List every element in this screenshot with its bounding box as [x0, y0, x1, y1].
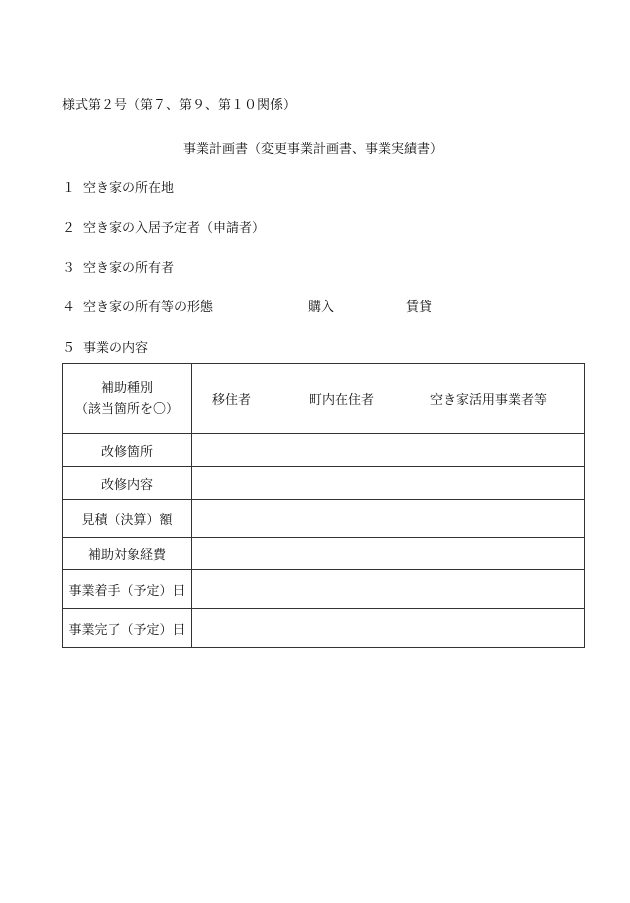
item-number: １ — [62, 181, 76, 196]
item-resident — [62, 221, 265, 237]
form-number: 様式第２号（第７、第９、第１０関係） — [62, 98, 297, 113]
item-label: 空き家の所有等の形態 — [83, 300, 214, 315]
type-migrant[interactable]: 移住者 — [212, 393, 252, 408]
subsidy-type-hint: （該当箇所を〇） — [74, 401, 179, 417]
row-label: 改修箇所 — [63, 434, 192, 467]
table-row — [63, 500, 585, 538]
subsidy-type-label: 補助種別 — [100, 380, 153, 396]
document-title: 事業計画書（変更事業計画書、事業実績書） — [183, 142, 444, 157]
item-label: 空き家の入居予定者（申請者） — [83, 221, 266, 236]
type-town-resident[interactable]: 町内在住者 — [309, 393, 375, 408]
table-row — [63, 434, 585, 467]
item-label: 空き家の所在地 — [83, 181, 175, 196]
item-label: 事業の内容 — [83, 341, 149, 356]
row-value-cell[interactable] — [192, 570, 585, 609]
row-label: 補助対象経費 — [63, 538, 192, 570]
item-ownership-form — [62, 300, 213, 316]
subsidy-type-label-cell — [63, 364, 192, 434]
item-business-content — [62, 341, 148, 357]
item-label: 空き家の所有者 — [83, 261, 175, 276]
item-number: ３ — [62, 261, 76, 276]
table-row — [63, 538, 585, 570]
row-label: 見積（決算）額 — [63, 500, 192, 538]
item-number: ４ — [62, 300, 76, 315]
option-purchase[interactable]: 購入 — [308, 300, 335, 315]
business-content-table — [62, 363, 585, 648]
table-row — [63, 609, 585, 648]
item-number: ５ — [62, 341, 76, 356]
table-header-row — [63, 364, 585, 434]
item-owner — [62, 261, 174, 277]
subsidy-type-options[interactable] — [192, 364, 585, 434]
table-row — [63, 570, 585, 609]
type-vacant-house-business[interactable]: 空き家活用事業者等 — [430, 393, 548, 408]
option-rental[interactable]: 賃貸 — [406, 300, 433, 315]
row-label: 事業完了（予定）日 — [63, 609, 192, 648]
item-location — [62, 181, 174, 197]
table-row — [63, 467, 585, 500]
row-value-cell[interactable] — [192, 609, 585, 648]
row-label: 改修内容 — [63, 467, 192, 500]
row-label: 事業着手（予定）日 — [63, 570, 192, 609]
row-value-cell[interactable] — [192, 500, 585, 538]
row-value-cell[interactable] — [192, 467, 585, 500]
row-value-cell[interactable] — [192, 434, 585, 467]
item-number: ２ — [62, 221, 76, 236]
row-value-cell[interactable] — [192, 538, 585, 570]
